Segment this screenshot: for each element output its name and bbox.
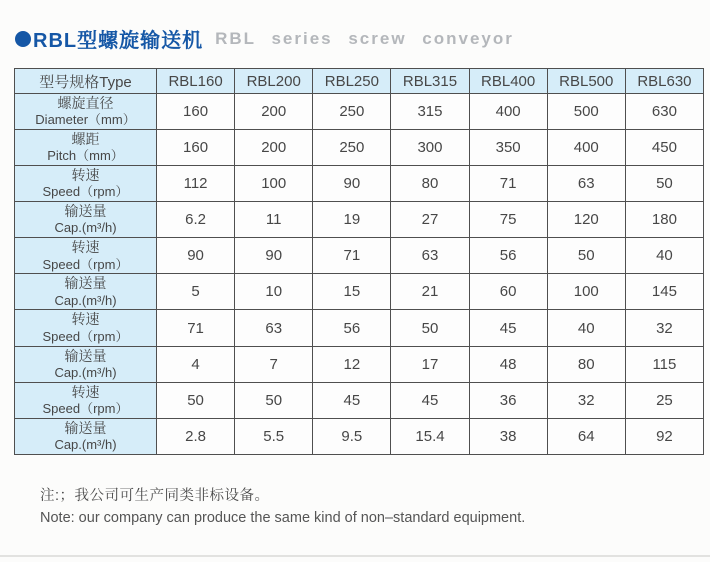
row-label-cn: 转速: [71, 311, 100, 328]
value-cell: 19: [313, 202, 391, 238]
header-cell-model: RBL400: [469, 69, 547, 94]
value-cell: 200: [235, 130, 313, 166]
table-row: [15, 382, 704, 418]
value-cell: 4: [157, 346, 235, 382]
row-label-en: Cap.(m³/h): [54, 220, 117, 236]
value-cell: 12: [313, 346, 391, 382]
value-cell: 50: [391, 310, 469, 346]
value-cell: 112: [157, 166, 235, 202]
value-cell: 32: [625, 310, 703, 346]
value-cell: 90: [157, 238, 235, 274]
value-cell: 630: [625, 94, 703, 130]
value-cell: 90: [235, 238, 313, 274]
value-cell: 45: [469, 310, 547, 346]
value-cell: 45: [313, 382, 391, 418]
row-label-en: Pitch（mm）: [47, 148, 124, 164]
section-header: [15, 24, 514, 53]
table-row: [15, 166, 704, 202]
value-cell: 350: [469, 130, 547, 166]
row-label-cn: 输送量: [64, 419, 107, 436]
row-label: [15, 94, 157, 130]
note-english: Note: our company can produce the same kind of non–standard equipment.: [40, 510, 526, 526]
value-cell: 5: [157, 274, 235, 310]
value-cell: 63: [235, 310, 313, 346]
value-cell: 36: [469, 382, 547, 418]
row-label-en: Speed（rpm）: [42, 184, 129, 200]
header-cell-model: RBL315: [391, 69, 469, 94]
value-cell: 90: [313, 166, 391, 202]
row-label-en: Diameter（mm）: [35, 112, 136, 128]
value-cell: 56: [469, 238, 547, 274]
row-label-cn: 输送量: [64, 275, 107, 292]
value-cell: 21: [391, 274, 469, 310]
table-row: [15, 94, 704, 130]
value-cell: 56: [313, 310, 391, 346]
table-row: [15, 130, 704, 166]
value-cell: 400: [547, 130, 625, 166]
row-label-en: Cap.(m³/h): [54, 436, 117, 452]
row-label: [15, 418, 157, 454]
value-cell: 50: [547, 238, 625, 274]
value-cell: 80: [547, 346, 625, 382]
value-cell: 15.4: [391, 418, 469, 454]
value-cell: 50: [235, 382, 313, 418]
title-chinese: RBL型螺旋输送机: [33, 30, 204, 52]
header-cell-model: RBL160: [157, 69, 235, 94]
table-row: [15, 238, 704, 274]
value-cell: 71: [313, 238, 391, 274]
table-row: [15, 202, 704, 238]
spec-table-body: [15, 94, 704, 455]
row-label-cn: 输送量: [64, 347, 107, 364]
value-cell: 10: [235, 274, 313, 310]
header-cell-model: RBL500: [547, 69, 625, 94]
value-cell: 9.5: [313, 418, 391, 454]
value-cell: 180: [625, 202, 703, 238]
value-cell: 160: [157, 130, 235, 166]
row-label-cn: 螺旋直径: [57, 95, 114, 111]
value-cell: 145: [625, 274, 703, 310]
value-cell: 45: [391, 382, 469, 418]
value-cell: 160: [157, 94, 235, 130]
value-cell: 64: [547, 418, 625, 454]
row-label-en: Cap.(m³/h): [54, 364, 117, 380]
bottom-divider: [0, 555, 710, 557]
value-cell: 71: [469, 166, 547, 202]
value-cell: 100: [547, 274, 625, 310]
row-label: [15, 202, 157, 238]
value-cell: 40: [547, 310, 625, 346]
row-label: [15, 166, 157, 202]
header-cell-model: RBL200: [235, 69, 313, 94]
table-row: [15, 310, 704, 346]
value-cell: 25: [625, 382, 703, 418]
header-cell-model: RBL630: [625, 69, 703, 94]
header-row: [15, 69, 704, 94]
value-cell: 32: [547, 382, 625, 418]
value-cell: 7: [235, 346, 313, 382]
row-label-cn: 转速: [71, 239, 100, 256]
value-cell: 92: [625, 418, 703, 454]
bullet-icon: [15, 31, 31, 47]
value-cell: 500: [547, 94, 625, 130]
value-cell: 2.8: [157, 418, 235, 454]
row-label: [15, 130, 157, 166]
value-cell: 63: [391, 238, 469, 274]
value-cell: 100: [235, 166, 313, 202]
value-cell: 5.5: [235, 418, 313, 454]
value-cell: 63: [547, 166, 625, 202]
row-label-en: Cap.(m³/h): [54, 292, 117, 308]
value-cell: 115: [625, 346, 703, 382]
value-cell: 50: [625, 166, 703, 202]
value-cell: 250: [313, 130, 391, 166]
value-cell: 80: [391, 166, 469, 202]
row-label: [15, 346, 157, 382]
value-cell: 75: [469, 202, 547, 238]
spec-table: [14, 68, 704, 455]
row-label-cn: 输送量: [64, 203, 107, 220]
spec-table-head: [15, 69, 704, 94]
value-cell: 50: [157, 382, 235, 418]
row-label-cn: 转速: [71, 383, 100, 400]
value-cell: 40: [625, 238, 703, 274]
value-cell: 17: [391, 346, 469, 382]
value-cell: 200: [235, 94, 313, 130]
row-label-en: Speed（rpm）: [42, 400, 129, 416]
header-cell-model: RBL250: [313, 69, 391, 94]
value-cell: 250: [313, 94, 391, 130]
row-label-cn: 转速: [71, 167, 100, 184]
row-label-en: Speed（rpm）: [42, 256, 129, 272]
row-label: [15, 310, 157, 346]
row-label-en: Speed（rpm）: [42, 328, 129, 344]
value-cell: 38: [469, 418, 547, 454]
header-cell-type: 型号规格Type: [15, 69, 157, 94]
value-cell: 60: [469, 274, 547, 310]
title-english: RBL series screw conveyor: [215, 28, 514, 48]
value-cell: 400: [469, 94, 547, 130]
value-cell: 71: [157, 310, 235, 346]
value-cell: 315: [391, 94, 469, 130]
value-cell: 6.2: [157, 202, 235, 238]
row-label-cn: 螺距: [71, 131, 100, 148]
value-cell: 11: [235, 202, 313, 238]
value-cell: 15: [313, 274, 391, 310]
table-row: [15, 274, 704, 310]
note-chinese: 注:；我公司可生产同类非标设备。: [40, 488, 270, 504]
value-cell: 450: [625, 130, 703, 166]
table-row: [15, 346, 704, 382]
value-cell: 120: [547, 202, 625, 238]
value-cell: 27: [391, 202, 469, 238]
row-label: [15, 238, 157, 274]
table-row: [15, 418, 704, 454]
row-label: [15, 274, 157, 310]
value-cell: 300: [391, 130, 469, 166]
row-label: [15, 382, 157, 418]
value-cell: 48: [469, 346, 547, 382]
